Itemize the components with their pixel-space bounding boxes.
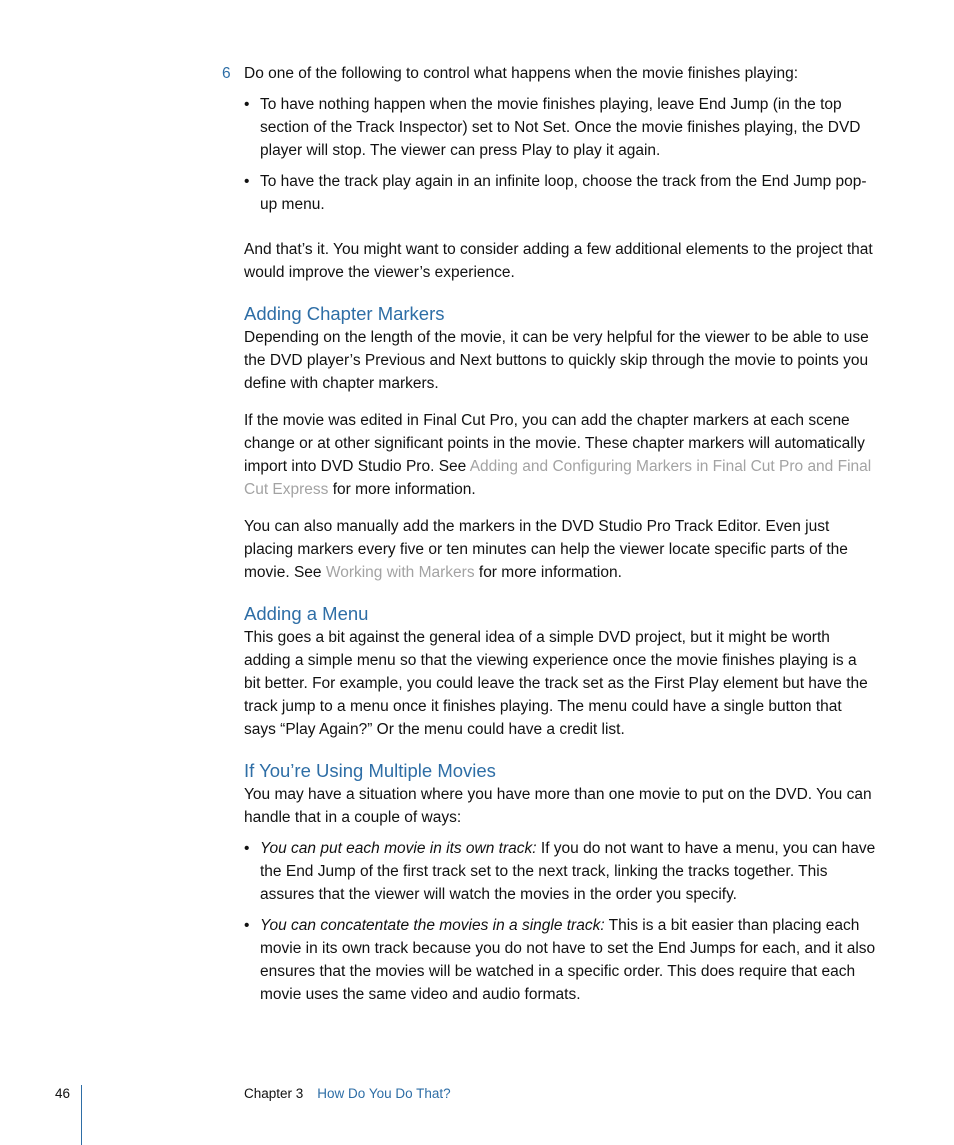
step-6 — [222, 62, 876, 85]
chapter-title: How Do You Do That? — [317, 1086, 451, 1101]
chapter-markers-p1: Depending on the length of the movie, it can be very helpful for the viewer to be able to use the DVD player’s Previous and Next buttons to quickly skip through the movie to points you define with chapter markers. — [244, 329, 869, 392]
bullet-icon: • — [244, 173, 250, 190]
heading-multiple-movies: If You’re Using Multiple Movies — [244, 760, 496, 781]
footer-chapter — [244, 1086, 451, 1101]
list-item: • You can concatentate the movies in a single track: This is a bit easier than placing each movie in its own track because you do not have to set the End Jumps for each, and it also ensures that the movies will be watched in a specific order. This does require that each movie uses the same video and audio formats. — [244, 914, 876, 1006]
bullet-icon: • — [244, 96, 250, 113]
intro-paragraph: And that’s it. You might want to consider adding a few additional elements to the project that would improve the viewer’s experience. — [244, 241, 873, 281]
link-working-with-markers[interactable]: Working with Markers — [325, 564, 475, 581]
list-item: • To have the track play again in an infinite loop, choose the track from the End Jump pop-up menu. — [244, 170, 876, 216]
multiple-movies-list — [244, 837, 876, 1006]
bullet-icon: • — [244, 917, 250, 934]
menu-p1: This goes a bit against the general idea of a simple DVD project, but it might be worth adding a simple menu so that the viewing experience once the movie finishes playing is a bit better. For example, you could leave the track set as the First Play element but have the track jump to a menu once it finishes playing. The menu could have a single button that says “Play Again?” Or the menu could have a credit list. — [244, 629, 868, 738]
list-item: • To have nothing happen when the movie finishes playing, leave End Jump (in the top section of the Track Inspector) set to Not Set. Once the movie finishes playing, the DVD player will stop. The viewer can press Play to play it again. — [244, 93, 876, 162]
chapter-markers-p2: If the movie was edited in Final Cut Pro, you can add the chapter markers at each scene change or at other significant points in the movie. These chapter markers will automatically import into DVD Studio Pro. See Adding and Configuring Markers in Final Cut Pro and Final Cut Express for more information. — [244, 412, 872, 498]
heading-adding-chapter-markers: Adding Chapter Markers — [244, 303, 445, 324]
bullet-icon: • — [244, 840, 250, 857]
multiple-movies-p1: You may have a situation where you have more than one movie to put on the DVD. You can handle that in a couple of ways: — [244, 786, 872, 826]
heading-adding-a-menu: Adding a Menu — [244, 603, 369, 624]
page-content — [222, 62, 876, 1014]
link-adding-configuring-markers[interactable]: Adding and Configuring Markers in Final Cut Pro and Final Cut Express — [244, 458, 872, 498]
step-number: 6 — [222, 65, 231, 82]
page-number: 46 — [55, 1086, 71, 1101]
chapter-label: Chapter 3 — [244, 1086, 304, 1101]
list-item: • You can put each movie in its own track: If you do not want to have a menu, you can have the End Jump of the first track set to the next track, linking the tracks together. This assures that the viewer will watch the movies in the order you specify. — [244, 837, 876, 906]
footer-divider — [81, 1085, 82, 1145]
chapter-markers-p3: You can also manually add the markers in the DVD Studio Pro Track Editor. Even just placing markers every five or ten minutes can help the viewer locate specific parts of the movie. See Working with Markers for more information. — [244, 518, 848, 581]
step-text: Do one of the following to control what happens when the movie finishes playing: — [244, 65, 799, 82]
step-options-list — [244, 93, 876, 216]
